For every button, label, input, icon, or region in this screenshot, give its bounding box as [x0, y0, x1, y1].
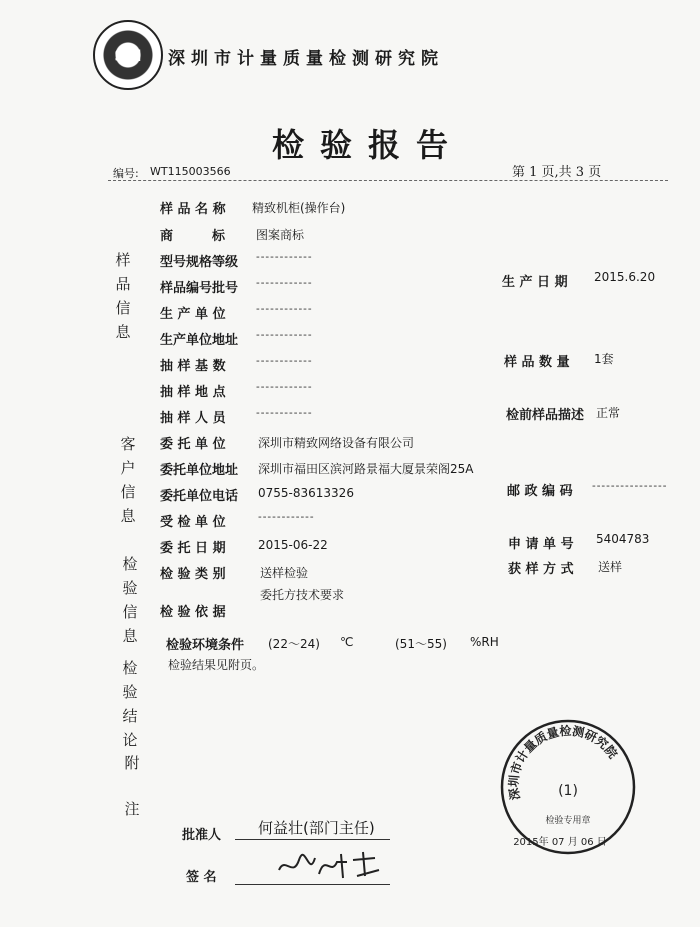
- label-trademark: 商 标: [160, 229, 226, 244]
- section-conclusion: 检验结论: [122, 659, 138, 749]
- value-sample-name: 精致机柜(操作台): [252, 201, 346, 215]
- env-humidity: (51～55): [395, 637, 447, 651]
- label-producer: 生 产 单 位: [160, 307, 226, 322]
- label-client-phone: 委托单位电话: [160, 489, 239, 504]
- label-client: 委 托 单 位: [160, 437, 226, 452]
- env-temp-unit: ℃: [340, 635, 354, 649]
- value-sampling-place: ------------: [256, 380, 313, 393]
- value-sample-no: ------------: [256, 276, 313, 289]
- value-sampling-method: 送样: [598, 560, 623, 574]
- value-trademark: 图案商标: [256, 228, 305, 242]
- value-basis: 委托方技术要求: [260, 588, 345, 602]
- env-humidity-unit: %RH: [470, 635, 499, 649]
- official-seal: [498, 717, 638, 857]
- institute-logo: [93, 20, 163, 90]
- value-model: ------------: [256, 250, 313, 263]
- approver-label: 批准人: [182, 828, 222, 843]
- label-pre-desc: 检前样品描述: [506, 408, 585, 423]
- label-sample-no: 样品编号批号: [160, 281, 239, 296]
- seal-date: 2015年 07 月 06 日: [513, 837, 607, 848]
- value-sampler: ------------: [256, 406, 313, 419]
- report-title: 检验报告: [272, 126, 465, 164]
- logo-text: SM: [114, 46, 142, 65]
- value-producer-address: ------------: [256, 328, 313, 341]
- label-sample-name: 样 品 名 称: [160, 202, 226, 217]
- value-production-date: 2015.6.20: [594, 270, 656, 284]
- label-model: 型号规格等级: [160, 255, 239, 270]
- section-inspection: 检验信息: [122, 555, 138, 645]
- value-entrust-date: 2015-06-22: [258, 538, 328, 552]
- signer-label: 签 名: [186, 870, 217, 885]
- value-application-no: 5404783: [596, 532, 650, 546]
- env-label: 检验环境条件: [166, 638, 245, 653]
- seal-center: (1): [558, 783, 578, 799]
- section-client: 客户信息: [120, 435, 136, 525]
- section-sample: 样品信息: [115, 251, 131, 341]
- label-postal: 邮 政 编 码: [507, 484, 573, 499]
- page-number: 第 1 页,共 3 页: [512, 165, 602, 180]
- header-rule: [108, 180, 668, 181]
- serial-label: 编号:: [113, 167, 139, 180]
- serial-number: WT115003566: [150, 165, 231, 178]
- section-note: 附注: [124, 754, 140, 818]
- value-pre-desc: 正常: [596, 406, 621, 420]
- value-inspection-type: 送样检验: [260, 566, 309, 580]
- label-basis: 检 验 依 据: [160, 605, 226, 620]
- value-client-phone: 0755-83613326: [258, 486, 354, 500]
- label-sample-qty: 样 品 数 量: [504, 355, 570, 370]
- label-application-no: 申 请 单 号: [508, 537, 574, 552]
- signer-line: [235, 884, 390, 885]
- label-producer-address: 生产单位地址: [160, 333, 239, 348]
- label-inspection-type: 检 验 类 别: [160, 567, 226, 582]
- value-client-address: 深圳市福田区滨河路景福大厦景荣阁25A: [258, 462, 474, 476]
- value-client: 深圳市精致网络设备有限公司: [258, 436, 415, 450]
- value-inspected-unit: ------------: [258, 510, 315, 523]
- conclusion-text: 检验结果见附页。: [168, 658, 265, 672]
- value-sample-qty: 1套: [594, 352, 614, 366]
- seal-bottom: 检验专用章: [545, 816, 591, 826]
- handwritten-signature: [275, 848, 385, 884]
- label-sampling-base: 抽 样 基 数: [160, 359, 226, 374]
- seal-ring-text: 深圳市计量质量检测研究院: [506, 723, 621, 801]
- label-production-date: 生 产 日 期: [502, 275, 568, 290]
- institute-name: 深圳市计量质量检测研究院: [168, 49, 444, 69]
- label-sampling-method: 获 样 方 式: [508, 562, 574, 577]
- approver-line: [235, 839, 390, 840]
- label-sampling-place: 抽 样 地 点: [160, 385, 226, 400]
- value-sampling-base: ------------: [256, 354, 313, 367]
- label-sampler: 抽 样 人 员: [160, 411, 226, 426]
- env-temp: (22～24): [268, 637, 320, 651]
- label-client-address: 委托单位地址: [160, 463, 239, 478]
- value-producer: ------------: [256, 302, 313, 315]
- label-entrust-date: 委 托 日 期: [160, 541, 226, 556]
- label-inspected-unit: 受 检 单 位: [160, 515, 226, 530]
- approver-value: 何益壮(部门主任): [258, 819, 375, 837]
- value-postal: ----------------: [592, 479, 668, 492]
